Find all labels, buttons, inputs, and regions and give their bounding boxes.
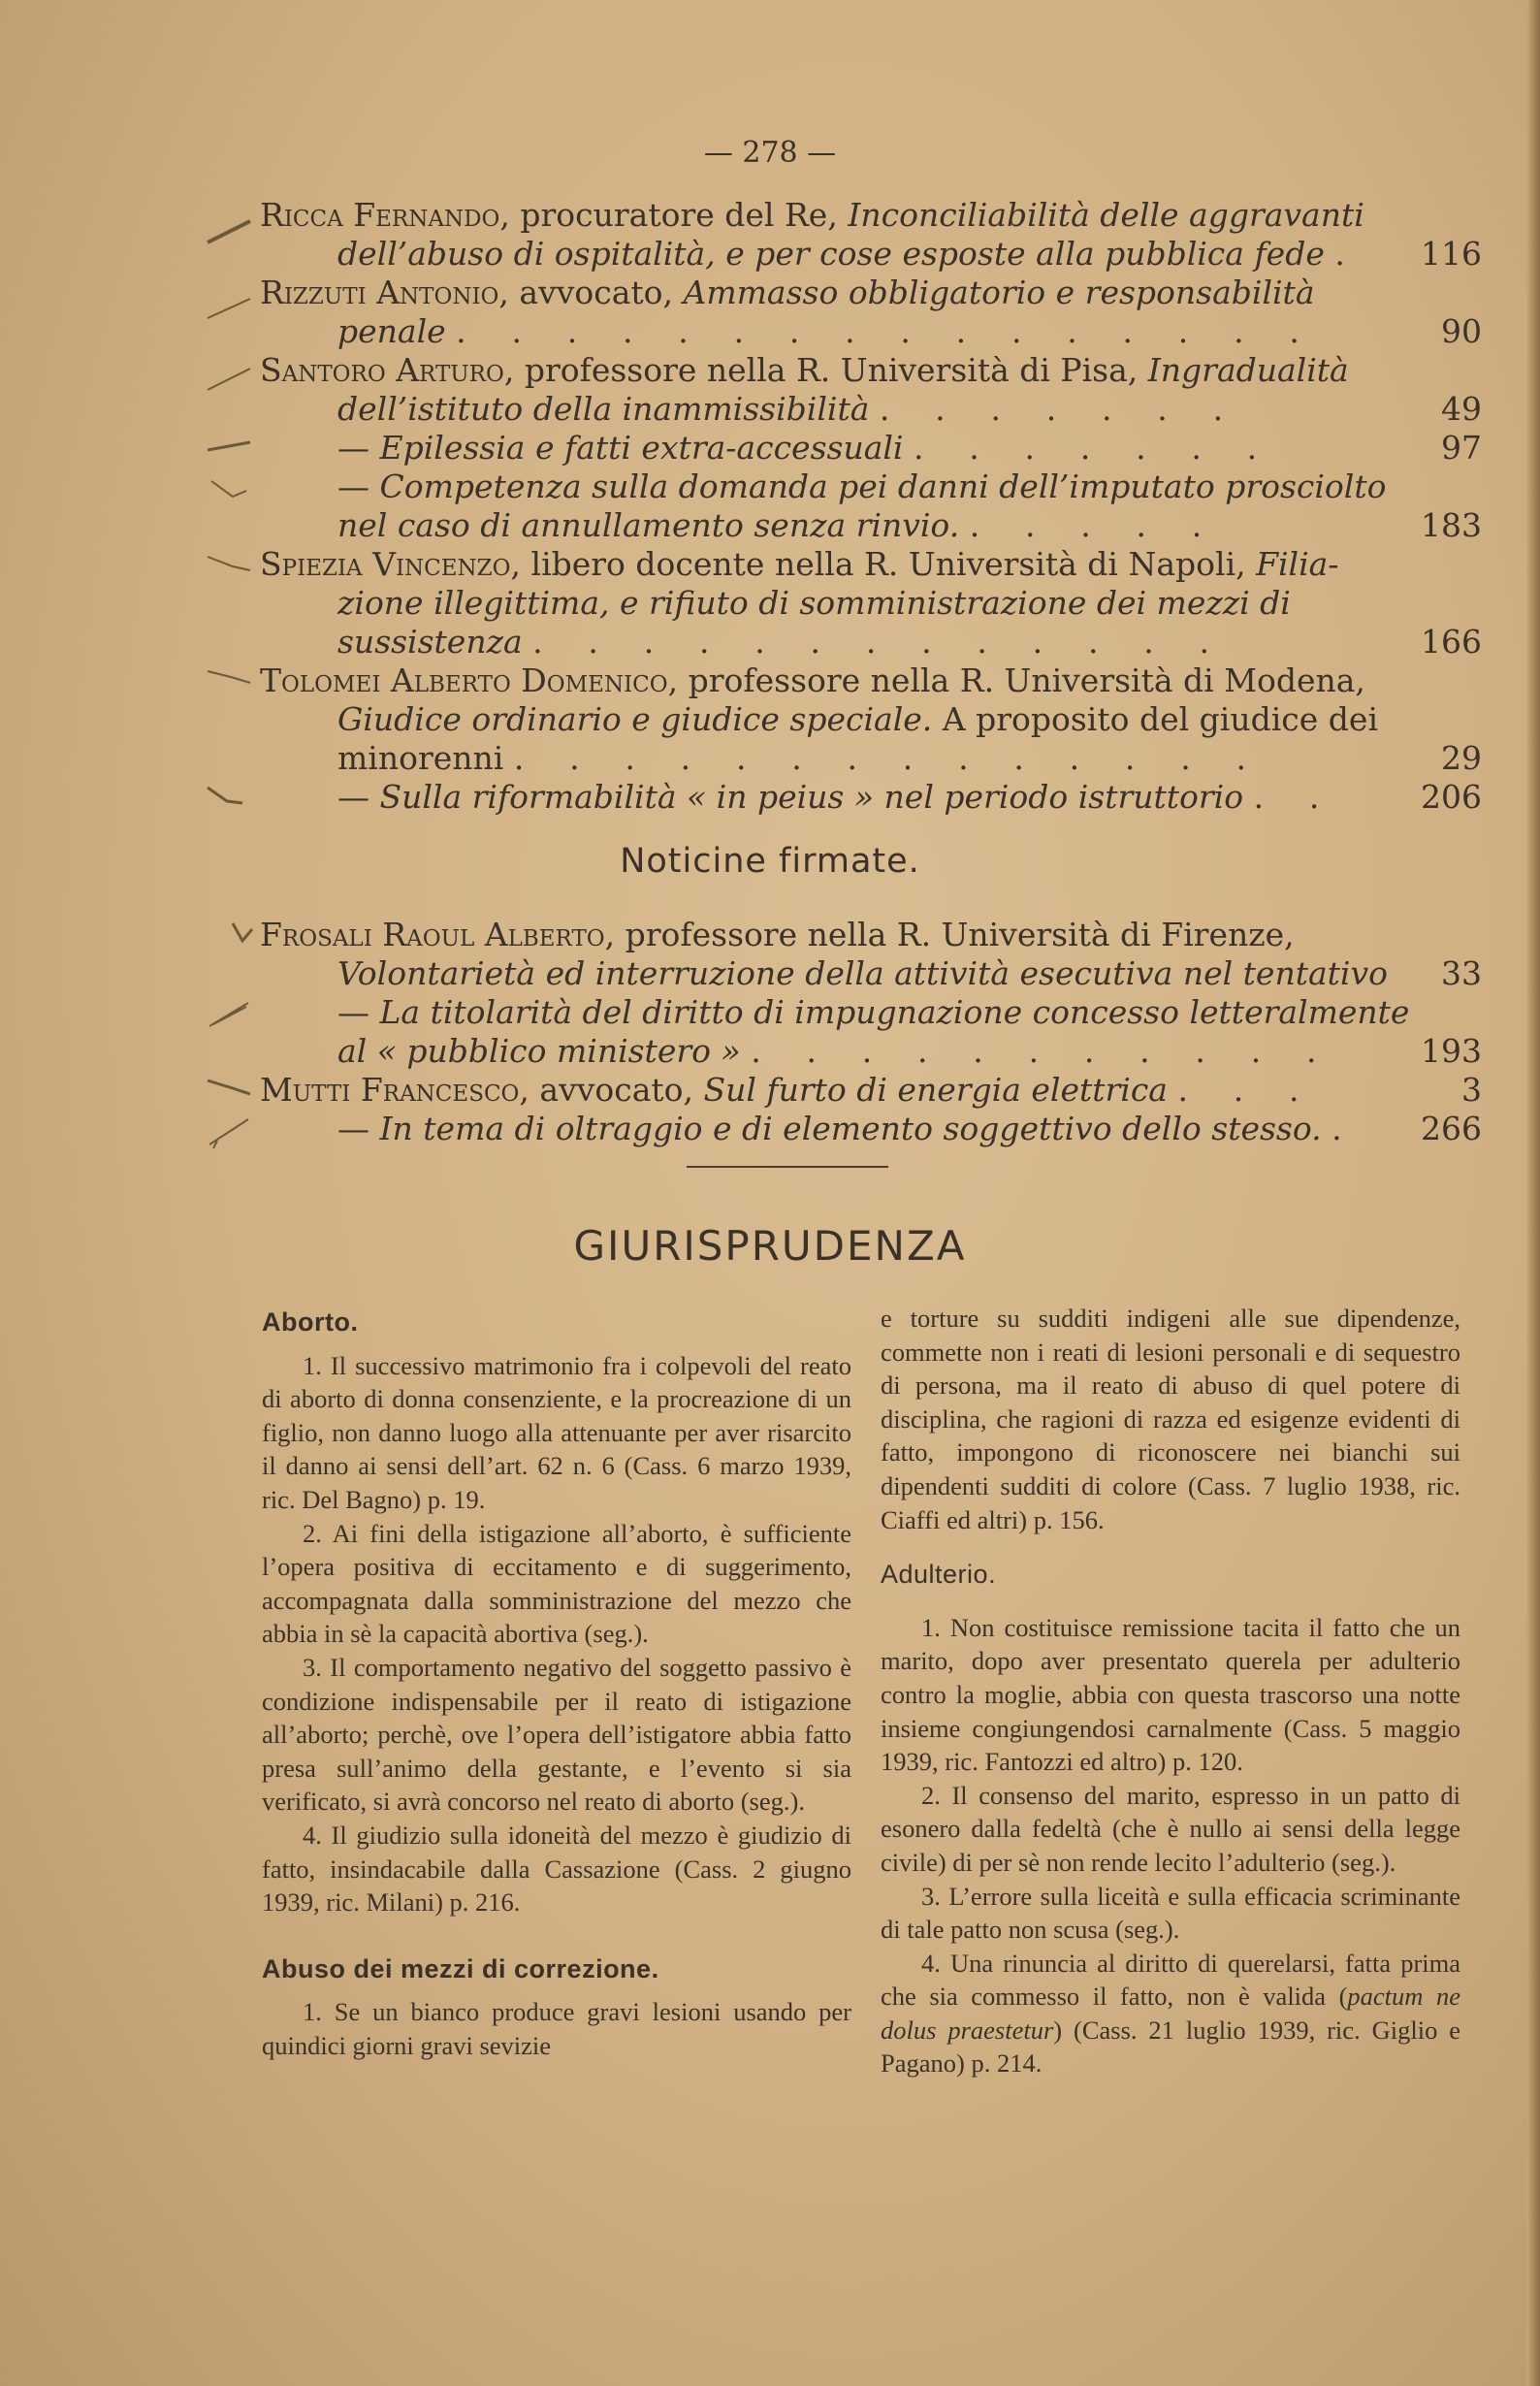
pencil-mark-icon [204, 217, 254, 227]
pencil-mark-icon [204, 784, 254, 793]
pencil-mark-icon [204, 365, 254, 374]
pencil-mark-icon [204, 1077, 254, 1086]
index-entry: Spiezia Vincenzo, libero docente nella R. Università di Napoli, Filia- zione illegittima, e rifiuto di somministrazione dei mezzi di sussistenza . . . . . . . . . . . . . 166 [260, 545, 1482, 661]
entry-author: Ricca Fernando, [260, 196, 510, 234]
pencil-mark-icon [204, 921, 254, 931]
pencil-mark-icon [204, 1115, 254, 1125]
paragraph: 1. Non costituisce remissione tacita il fatto che un marito, dopo aver presentato querela per adulterio contro la moglie, abbia con questa trascorso una notte insieme congiungendosi carnalmente (Cass. 5 maggio 1939, ric. Fantozzi ed altro) p. 120. [881, 1612, 1460, 1777]
section-heading: Aborto. [262, 1307, 359, 1337]
section-heading: Abuso dei mezzi di correzione. [262, 1953, 659, 1983]
index-entry: Frosali Raoul Alberto, professore nella R. Università di Firenze, Volontarietà ed interruzione della attività esecutiva nel tentativo 33 [260, 916, 1482, 993]
paragraph: 1. Se un bianco produce gravi lesioni usando per quindici giorni gravi sevizie [262, 1997, 851, 2060]
pencil-mark-icon [204, 667, 254, 677]
index-entry: — Epilessia e fatti extra-accessuali . . . . . . . 97 [260, 429, 1482, 468]
index-entry: Santoro Arturo, professore nella R. Università di Pisa, Ingradualità dell’istituto della inammissibilità . . . . . . . 49 [260, 351, 1482, 429]
right-column [881, 1302, 1460, 2080]
noticine-title: Noticine firmate. [620, 842, 920, 881]
index-entry: Rizzuti Antonio, avvocato, Ammasso obbligatorio e responsabilità penale . . . . . . . . . . . . . . . . 90 [260, 274, 1482, 351]
noticine-entries [260, 916, 1482, 1148]
page-number: — 278 — [703, 136, 837, 170]
paragraph: 2. Ai fini della istigazione all’aborto, è sufficiente l’opera positiva di eccitamento e di suggerimento, accompagnata dalla somministrazione del mezzo che abbia in sè la capacità abortiva (seg.). [262, 1518, 851, 1649]
paragraph: 4. Il giudizio sulla idoneità del mezzo è giudizio di fatto, insindacabile dalla Cassazione (Cass. 2 giugno 1939, ric. Milani) p. 216. [262, 1820, 851, 1918]
index-entry: — In tema di oltraggio e di elemento soggettivo dello stesso. . 266 [260, 1110, 1482, 1148]
paragraph: 4. Una rinuncia al diritto di querelarsi, fatta prima che sia commesso il fatto, non è valida (pactum ne dolus praestetur) (Cass. 21 luglio 1939, ric. Giglio e Pagano) p. 214. [881, 1948, 1460, 2079]
index-entry: — Sulla riformabilità « in peius » nel periodo istruttorio . . 206 [260, 778, 1482, 817]
index-entry: — Competenza sulla domanda pei danni dell’imputato prosciolto nel caso di annullamento senza rinvio. . . . . . 183 [260, 468, 1482, 545]
index-entry: — La titolarità del diritto di impugnazione concesso letteralmente al « pubblico ministero » . . . . . . . . . . . 193 [260, 993, 1482, 1071]
pencil-mark-icon [204, 293, 254, 303]
paragraph: e torture su sudditi indigeni alle sue dipendenze, commette non i reati di lesioni personali e di sequestro di persona, ma il reato di abuso di quel potere di disciplina, che ragioni di razza ed esigenze evidenti di fatto, impongono di riconoscere nei bianchi sui dipendenti sudditi di colore (Cass. 7 luglio 1938, ric. Ciaffi ed altri) p. 156. [881, 1304, 1460, 1534]
section-heading: Adulterio. [881, 1560, 997, 1590]
pencil-mark-icon [204, 436, 254, 446]
page-edge [1526, 0, 1540, 2386]
index-entry: Ricca Fernando, procuratore del Re, Inconciliabilità delle aggravanti dell’abuso di ospitalità, e per cose esposte alla pubblica fede . 116 [260, 196, 1482, 274]
index-entry: Tolomei Alberto Domenico, professore nella R. Università di Modena, Giudice ordinario e giudice speciale. A proposito del giudice dei minorenni . . . . . . . . . . . . . . 29 [260, 661, 1482, 778]
divider [687, 1166, 888, 1168]
paragraph: 2. Il consenso del marito, espresso in un patto di esonero dalla fedeltà (che è nullo ai sensi della legge civile) di per sè non rende lecito l’adulterio (seg.). [881, 1780, 1460, 1877]
pencil-mark-icon [204, 477, 254, 487]
paragraph: 3. L’errore sulla liceità e sulla efficacia scriminante di tale patto non scusa (seg.). [881, 1881, 1460, 1945]
left-column [262, 1302, 851, 2062]
index-entries [260, 196, 1482, 817]
paragraph: 3. Il comportamento negativo del soggetto passivo è condizione indispensabile per il reato di istigazione all’aborto; perchè, ove l’opera dell’istigatore abbia fatto presa sull’animo della gestante, e l’evento si sia verificato, si avrà concorso nel reato di aborto (seg.). [262, 1652, 851, 1817]
giurisprudenza-title: GIURISPRUDENZA [573, 1222, 967, 1270]
index-entry: Mutti Francesco, avvocato, Sul furto di energia elettrica . . . 3 [260, 1071, 1482, 1110]
pencil-mark-icon [204, 553, 254, 563]
entry-page: 116 [1421, 235, 1482, 273]
pencil-mark-icon [204, 999, 254, 1009]
paragraph: 1. Il successivo matrimonio fra i colpevoli del reato di aborto di donna consenziente, e la procreazione di un figlio, non danno luogo alla attenuante per aver risarcito il danno ai sensi dell’art. 62 n. 6 (Cass. 6 marzo 1939, ric. Del Bagno) p. 19. [262, 1350, 851, 1514]
